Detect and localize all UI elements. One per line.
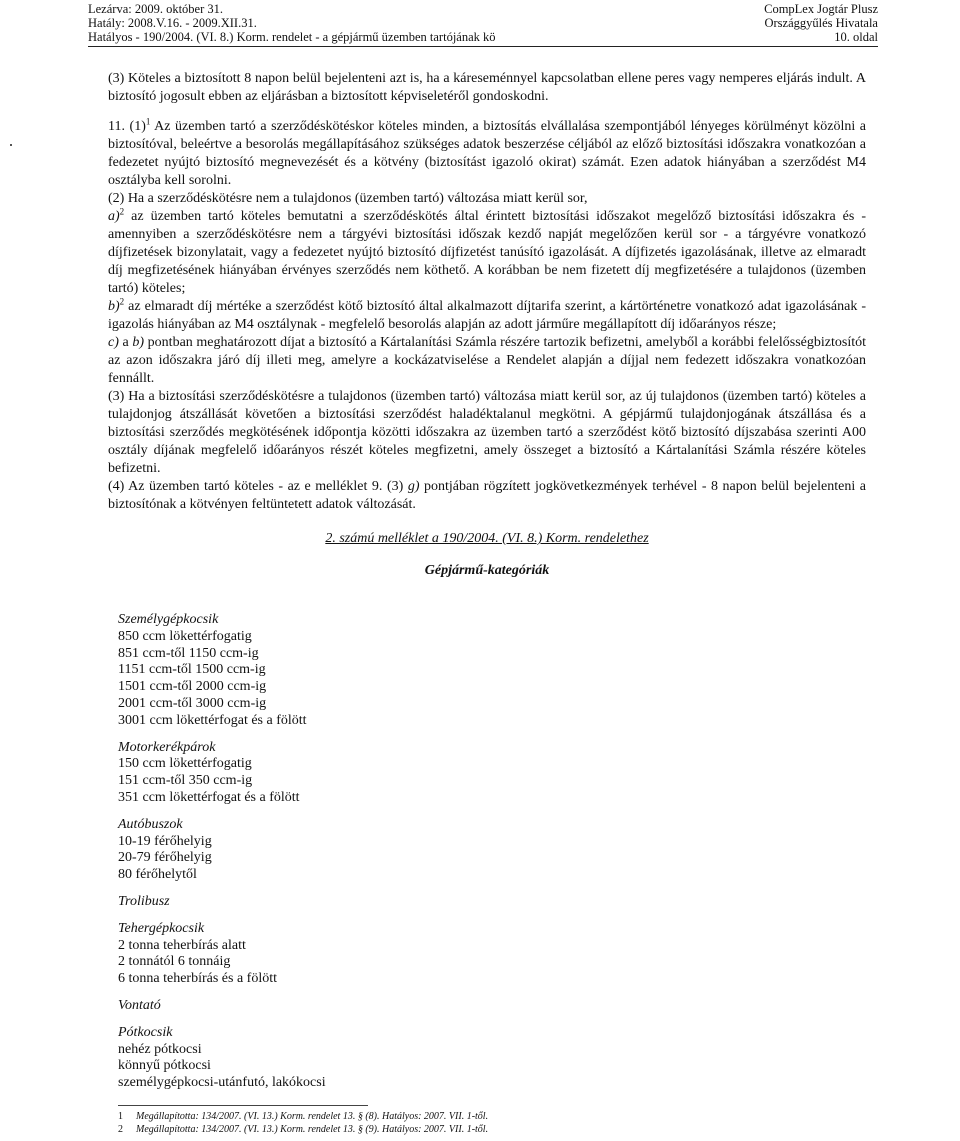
footnote-text: Megállapította: 134/2007. (VI. 13.) Korm. rendelet 13. § (8). Hatályos: 2007. VII. 1-től. — [136, 1111, 489, 1122]
point-label: c) — [108, 335, 119, 350]
paragraph-11-4: (4) Az üzemben tartó köteles - az e melléklet 9. (3) g) pontjában rögzített jogkövetkezmények terhével - 8 napon belül bejelenteni a biztosítónak a kötvényen feltüntetett adatok változását. — [108, 479, 866, 512]
section-number: 11. (1) — [108, 119, 146, 134]
paragraph-11-2: (2) Ha a szerződéskötésre nem a tulajdonos (üzemben tartó) változása miatt kerül sor, — [108, 191, 588, 206]
point-b — [108, 298, 866, 334]
paragraph-11-1 — [108, 118, 866, 190]
point-text: pontban meghatározott díjat a biztosító a Kártalanítási Számla részére tartozik befizetni, amelyből a korábbi felelősségbiztosítót az azon időszakra járó díj illeti meg, amelyre a kockázatviselése a Rendelet alapján a díjjal nem fedezett időszakra vonatkozóan fennállt. — [108, 335, 866, 386]
document-body — [108, 70, 866, 580]
footnote-number: 1 — [118, 1111, 123, 1122]
header-divider — [88, 46, 878, 47]
category — [118, 894, 326, 911]
point-reference: g) — [407, 479, 420, 494]
paragraph-10-3: (3) Köteles a biztosított 8 napon belül bejelenteni azt is, ha a káreseménnyel kapcsolatban ellene peres vagy nemperes eljárás indult. A biztosító jogosult ebben az eljárásban a biztosított képviseletéről gondoskodni. — [108, 71, 866, 104]
category-name: Motorkerékpárok — [118, 739, 216, 755]
paragraph-11-3: (3) Ha a biztosítási szerződéskötésre a tulajdonos (üzemben tartó) változása miatt kerül sor, az új tulajdonos (üzemben tartó) köteles a tulajdonjog átszállását követően a biztosítási szerződést haladéktalanul megkötni. A gépjármű tulajdonjogának átszállása és a biztosítási szerződés megkötésének időpontja közötti időszakra az üzemben tartó a szerződést kötő biztosító díjszabása szerinti A00 osztály díjának megfelelő időarányos részét köteles megfizetni, amely összeget a biztosító a Kártalanítási Számla részére köteles befizetni. — [108, 389, 866, 476]
category-item: 10-19 férőhelyig — [118, 833, 212, 849]
category-item: 20-79 férőhelyig — [118, 850, 212, 866]
office: Országgyűlés Hivatala — [764, 16, 878, 30]
category-item: 850 ccm lökettérfogatig — [118, 628, 252, 644]
footnotes — [118, 1110, 488, 1136]
scan-speck — [10, 144, 12, 146]
category-item: 150 ccm lökettérfogatig — [118, 756, 252, 772]
footnote-ref: 2 — [119, 296, 125, 307]
category-item: 2001 ccm-től 3000 ccm-ig — [118, 695, 267, 711]
category-item: könnyű pótkocsi — [118, 1058, 211, 1074]
category-item: 351 ccm lökettérfogat és a fölött — [118, 789, 300, 805]
footnote — [118, 1110, 488, 1123]
validity-range: Hatály: 2008.V.16. - 2009.XII.31. — [88, 16, 257, 30]
point-a — [108, 208, 866, 298]
footnote-divider — [118, 1105, 368, 1106]
category-item: 1151 ccm-től 1500 ccm-ig — [118, 662, 266, 678]
category-name: Pótkocsik — [118, 1024, 173, 1040]
category-name: Autóbuszok — [118, 816, 183, 832]
category-item: 6 tonna teherbírás és a fölött — [118, 971, 278, 987]
paragraph-text: Az üzemben tartó a szerződéskötéskor köteles minden, a biztosítás elvállalása szempontjából lényeges körülményt közölni a biztosítóval, beleértve a besorolás megállapításához szükséges adatok beszerzése céljából az előző biztosítási időszakra vonatkozóan a fedezetet nyújtó biztosító megnevezését és a kötvény (biztosítást igazoló okirat) számát. Ezen adatok hiányában a szerződést M4 osztályba kell sorolni. — [108, 119, 867, 188]
category-name: Vontató — [118, 997, 161, 1013]
category-name: Személygépkocsik — [118, 612, 219, 627]
category-item: nehéz pótkocsi — [118, 1041, 202, 1057]
page-header-right — [764, 2, 878, 44]
category — [118, 740, 326, 807]
category — [118, 817, 326, 884]
category-item: 151 ccm-től 350 ccm-ig — [118, 773, 253, 789]
point-label: b) — [108, 299, 120, 314]
annex-subtitle: Gépjármű-kategóriák — [424, 563, 550, 578]
footnote — [118, 1123, 488, 1136]
footnote-text: Megállapította: 134/2007. (VI. 13.) Korm. rendelet 13. § (9). Hatályos: 2007. VII. 1-től. — [136, 1124, 489, 1135]
category-name: Tehergépkocsik — [118, 920, 205, 936]
point-label: a) — [108, 209, 120, 224]
footnote-number: 2 — [118, 1124, 123, 1135]
footnote-ref: 2 — [119, 206, 125, 217]
footnote-ref: 1 — [145, 116, 151, 127]
document-title: Hatályos - 190/2004. (VI. 8.) Korm. rendelet - a gépjármű üzemben tartójának kö — [88, 30, 496, 44]
point-c: c) a b) pontban meghatározott díjat a biztosító a Kártalanítási Számla részére tartozik befizetni, amelyből a korábbi felelősségbiztosítót az azon időszakra járó díj illeti meg, amelyre a kockázatviselése a Rendelet alapján a díjjal nem fedezett időszakra vonatkozóan fennállt. — [108, 335, 866, 386]
vehicle-categories — [118, 612, 326, 1102]
point-reference: b) — [132, 335, 145, 350]
category-item: 3001 ccm lökettérfogat és a fölött — [118, 712, 307, 728]
page-number: 10. oldal — [834, 30, 878, 44]
point-text: az elmaradt díj mértéke a szerződést kötő biztosító által alkalmazott díjtarifa szerint, a kártörténetre vonatkozó adat igazolásának - igazolás hiányában az M4 osztálynak - megfelelő besorolás alapján az adott járműre megállapított díj időarányos része; — [108, 299, 866, 332]
annex-title: 2. számú melléklet a 190/2004. (VI. 8.) Korm. rendelethez — [325, 531, 649, 546]
category — [118, 921, 326, 988]
publisher: CompLex Jogtár Plusz — [764, 2, 878, 16]
page-header-left — [88, 2, 496, 44]
category-item: 2 tonnától 6 tonnáig — [118, 954, 231, 970]
category-item: 1501 ccm-től 2000 ccm-ig — [118, 679, 267, 695]
category-item: 851 ccm-től 1150 ccm-ig — [118, 645, 259, 661]
category-item: személygépkocsi-utánfutó, lakókocsi — [118, 1075, 326, 1091]
closed-date: Lezárva: 2009. október 31. — [88, 2, 224, 16]
category-name: Trolibusz — [118, 893, 170, 909]
category-item: 80 férőhelytől — [118, 867, 197, 883]
category-item: 2 tonna teherbírás alatt — [118, 937, 246, 953]
category — [118, 998, 326, 1015]
point-text: az üzemben tartó köteles bemutatni a szerződéskötés által érintett biztosítási időszakot megelőző biztosítási időszakra és - amennyiben a szerződéskötésre nem a tárgyévi biztosítási időszak kezdő napját megelőzően kerül sor - a tárgyévre vonatkozó díjfizetések bizonylatait, vagy a fedezetet nyújtó biztosító díjfizetést tanúsító igazolását. A díjfizetés igazolásának, illetve az elmaradt díj megfizetésének hiányában érvényes szerződés nem köthető. A korábban be nem fizetett díj megfizetésére a tulajdonos (üzemben tartó) köteles; — [108, 209, 866, 296]
category — [118, 1025, 326, 1092]
category — [118, 612, 326, 730]
